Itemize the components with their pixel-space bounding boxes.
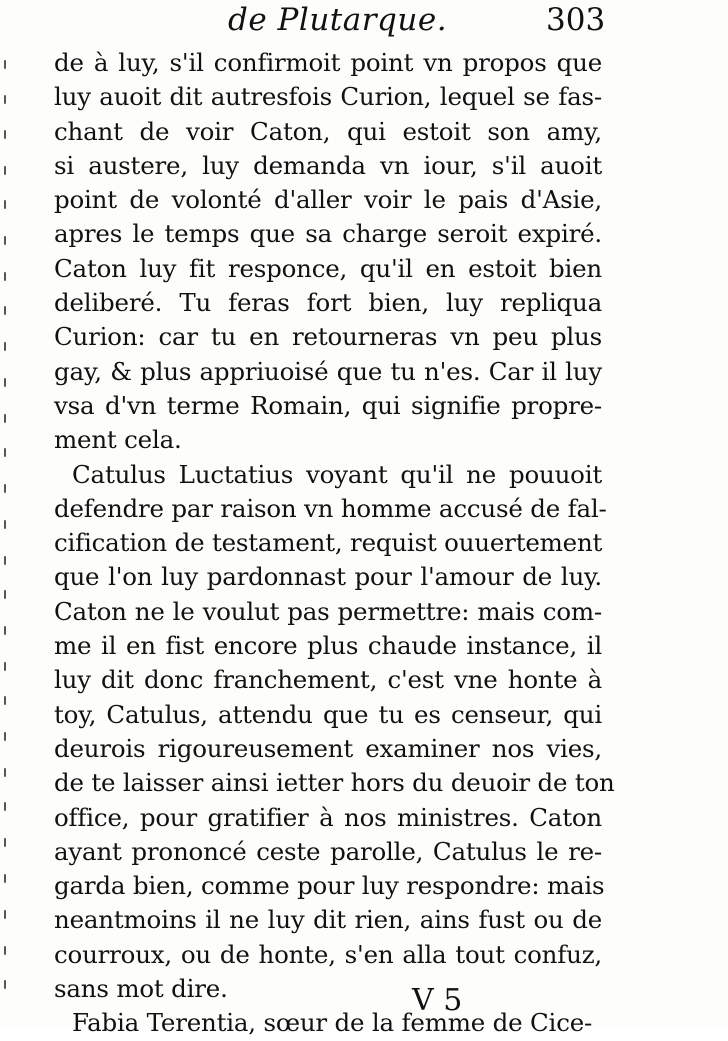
text-line: Curion: car tu en retourneras vn peu plus: [54, 322, 602, 352]
text-line: Caton ne le voulut pas permettre: mais com-: [54, 596, 602, 626]
page-number: 303: [546, 2, 606, 38]
text-line: point de volonté d'aller voir le pais d'Asie,: [54, 185, 602, 215]
text-line: office, pour gratifier à nos ministres. Caton: [54, 802, 602, 832]
text-line: neantmoins il ne luy dit rien, ains fust ou de: [54, 905, 602, 935]
text-line: Catulus Luctatius voyant qu'il ne pouuoit: [72, 459, 602, 489]
text-line: toy, Catulus, attendu que tu es censeur, qui: [54, 699, 602, 729]
paragraph-fabia: [54, 1006, 602, 1040]
running-head: de Plutarque.: [228, 2, 448, 38]
text-line: ment cela.: [54, 425, 182, 455]
text-line: deliberé. Tu feras fort bien, luy repliqua: [54, 288, 602, 318]
text-line: courroux, ou de honte, s'en alla tout confuz,: [54, 939, 602, 969]
text-line: ayant prononcé ceste parolle, Catulus le re-: [54, 836, 602, 866]
text-line: vsa d'vn terme Romain, qui signifie propre-: [54, 390, 602, 420]
text-line: me il en fist encore plus chaude instance, il: [54, 631, 602, 661]
text-line: luy dit donc franchement, c'est vne honte à: [54, 665, 602, 695]
text-line: cification de testament, requist ouuertement: [54, 528, 603, 558]
text-line: garda bien, comme pour luy respondre: mais: [54, 871, 605, 901]
text-line: de te laisser ainsi ietter hors du deuoir de ton: [54, 768, 615, 798]
text-line: apres le temps que sa charge seroit expiré.: [54, 219, 602, 249]
page-header: [0, 2, 728, 46]
text-line: Caton luy fit responce, qu'il en estoit bien: [54, 253, 602, 283]
paragraph-catulus: [54, 458, 615, 1007]
text-line: Fabia Terentia, sœur de la femme de Cice-: [72, 1008, 593, 1038]
signature-mark: V 5: [412, 983, 463, 1018]
text-line: sans mot dire.: [54, 974, 228, 1004]
text-line: que l'on luy pardonnast pour l'amour de luy.: [54, 562, 602, 592]
text-line: si austere, luy demanda vn iour, s'il auoit: [54, 150, 602, 180]
text-line: luy auoit dit autresfois Curion, lequel se fas-: [54, 82, 602, 112]
gutter-shadow: [0, 0, 20, 1029]
text-line: chant de voir Caton, qui estoit son amy,: [54, 116, 602, 146]
text-line: de à luy, s'il confirmoit point vn propos que: [54, 48, 602, 77]
paragraph-curion: [54, 46, 602, 458]
text-line: deurois rigoureusement examiner nos vies,: [54, 733, 602, 763]
text-line: gay, & plus appriuoisé que tu n'es. Car il luy: [54, 356, 602, 386]
page-body: [54, 46, 615, 1041]
text-line: defendre par raison vn homme accusé de fal-: [54, 493, 607, 523]
